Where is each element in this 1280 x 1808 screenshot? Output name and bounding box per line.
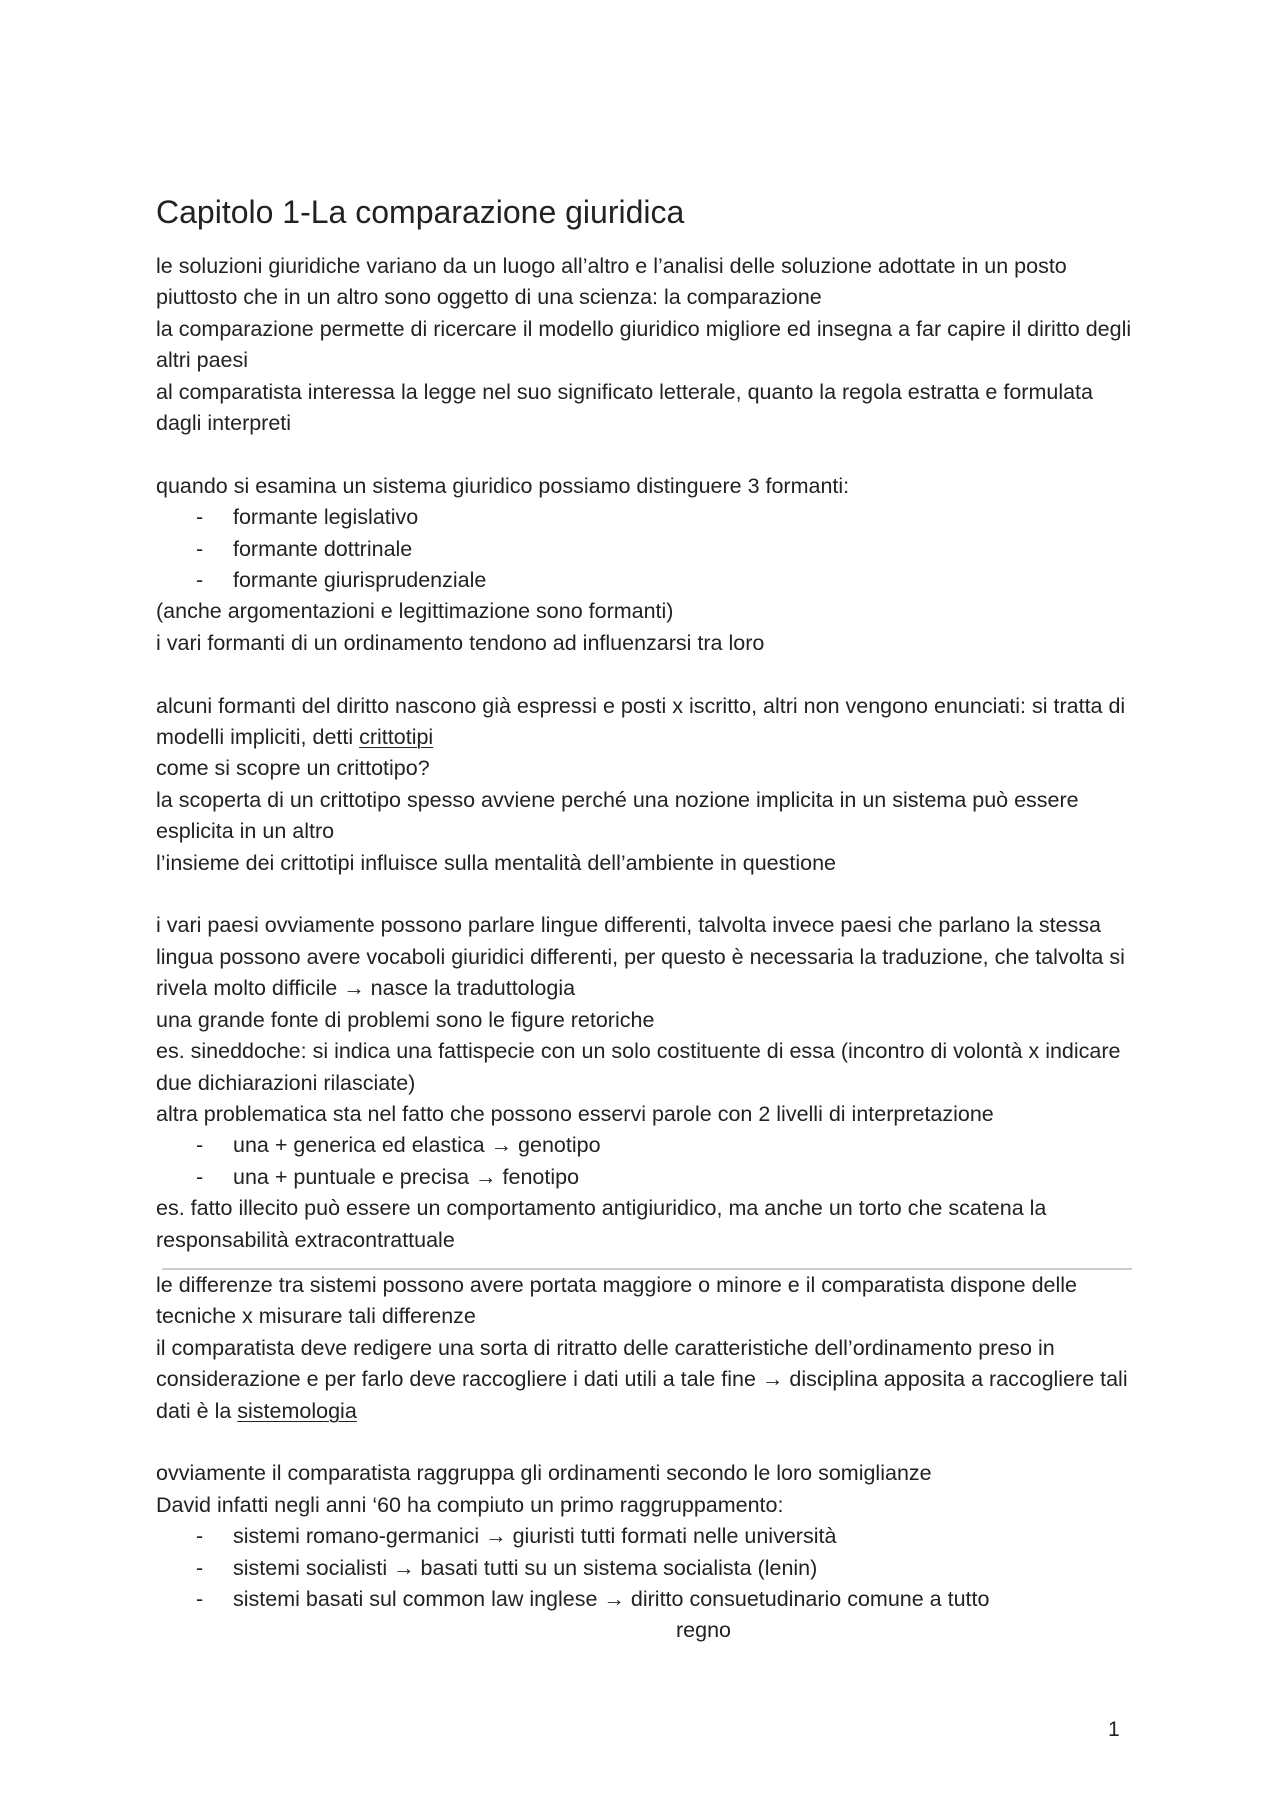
list-item-text: sistemi romano-germanici → giuristi tutti formati nelle università (233, 1524, 837, 1549)
paragraph: come si scopre un crittotipo? (156, 756, 430, 781)
bullet-marker: - (196, 505, 204, 530)
spacer (156, 439, 1141, 470)
page-number: 1 (1108, 1718, 1120, 1741)
spacer (156, 879, 1141, 910)
paragraph: es. fatto illecito può essere un comportamento antigiuridico, ma anche un torto che scatena la responsabilità extracontrattuale (156, 1196, 1047, 1252)
list-item-text: formante dottrinale (233, 536, 413, 561)
paragraph: David infatti negli anni ‘60 ha compiuto un primo raggruppamento: (156, 1492, 784, 1517)
list-item (156, 1130, 1141, 1161)
term-crittotipi: crittotipi (359, 725, 434, 750)
bullet-marker: - (196, 1524, 204, 1549)
list-item-text: sistemi socialisti → basati tutti su un sistema socialista (lenin) (233, 1555, 818, 1580)
paragraph: l’insieme dei crittotipi influisce sulla mentalità dell’ambiente in questione (156, 850, 836, 875)
paragraph (156, 1333, 1141, 1427)
term-sistemologia: sistemologia (237, 1398, 357, 1423)
paragraph: quando si esamina un sistema giuridico possiamo distinguere 3 formanti: (156, 473, 850, 498)
list-item-continuation: regno (676, 1618, 731, 1643)
list-item (156, 1162, 1141, 1193)
bullet-marker: - (196, 568, 204, 593)
list-item (156, 1584, 1141, 1615)
paragraph: la scoperta di un crittotipo spesso avviene perché una nozione implicita in un sistema può essere esplicita in un altro (156, 787, 1079, 844)
bullet-marker: - (196, 536, 204, 561)
list-item (156, 1553, 1141, 1584)
list-item (156, 502, 1141, 533)
paragraph: al comparatista interessa la legge nel suo significato letterale, quanto la regola estratta e formulata dagli interpreti (156, 379, 1093, 436)
list-item (156, 534, 1141, 565)
list-item-text: una + puntuale e precisa → fenotipo (233, 1164, 580, 1189)
paragraph-text: alcuni formanti del diritto nascono già espressi e posti x iscritto, altri non vengono enunciati: si tratta di modelli impliciti, detti (156, 693, 1126, 750)
list-item-text: formante legislativo (233, 505, 419, 530)
list-item-text: sistemi basati sul common law inglese → diritto consuetudinario comune a tutto (233, 1587, 990, 1611)
spacer (156, 659, 1141, 690)
bullet-marker: - (196, 1555, 204, 1580)
paragraph: es. sineddoche: si indica una fattispecie con un solo costituente di essa (incontro di volontà x indicare due dichiarazioni rilasciate) (156, 1039, 1121, 1095)
paragraph: le differenze tra sistemi possono avere portata maggiore o minore e il comparatista dispone delle tecniche x misurare tali differenze (156, 1272, 1078, 1329)
bullet-marker: - (196, 1133, 204, 1158)
list-item-text: formante giurisprudenziale (233, 568, 487, 593)
paragraph: i vari paesi ovviamente possono parlare lingue differenti, talvolta invece paesi che parlano la stessa lingua possono avere vocaboli giuridici differenti, per questo è necessaria la traduzione, che talvolta si rivela molto difficile → nasce la traduttologia (156, 913, 1125, 1001)
spacer (156, 1427, 1141, 1458)
paragraph: una grande fonte di problemi sono le figure retoriche (156, 1007, 655, 1032)
paragraph: (anche argomentazioni e legittimazione sono formanti) (156, 599, 674, 624)
paragraph: ovviamente il comparatista raggruppa gli ordinamenti secondo le loro somiglianze (156, 1461, 932, 1486)
bullet-marker: - (196, 1164, 204, 1189)
page-title: Capitolo 1-La comparazione giuridica (156, 194, 685, 230)
paragraph-text: il comparatista deve redigere una sorta di ritratto delle caratteristiche dell’ordinamento preso in considerazione e per farlo deve raccogliere i dati utili a tale fine → disciplina apposita a raccogliere tali dati è la (156, 1335, 1128, 1423)
paragraph (156, 691, 1141, 754)
paragraph: le soluzioni giuridiche variano da un luogo all’altro e l’analisi delle soluzione adottate in un posto piuttosto che in un altro sono oggetto di una scienza: la comparazione (156, 254, 1067, 310)
document-body (156, 251, 1141, 1647)
bullet-marker: - (196, 1587, 204, 1611)
list-item (156, 565, 1141, 596)
list-item (156, 1521, 1141, 1552)
paragraph: la comparazione permette di ricercare il modello giuridico migliore ed insegna a far capire il diritto degli altri paesi (156, 316, 1132, 373)
paragraph: i vari formanti di un ordinamento tendono ad influenzarsi tra loro (156, 630, 765, 655)
list-item-text: una + generica ed elastica → genotipo (233, 1133, 601, 1158)
paragraph: altra problematica sta nel fatto che possono esservi parole con 2 livelli di interpretazione (156, 1101, 994, 1126)
